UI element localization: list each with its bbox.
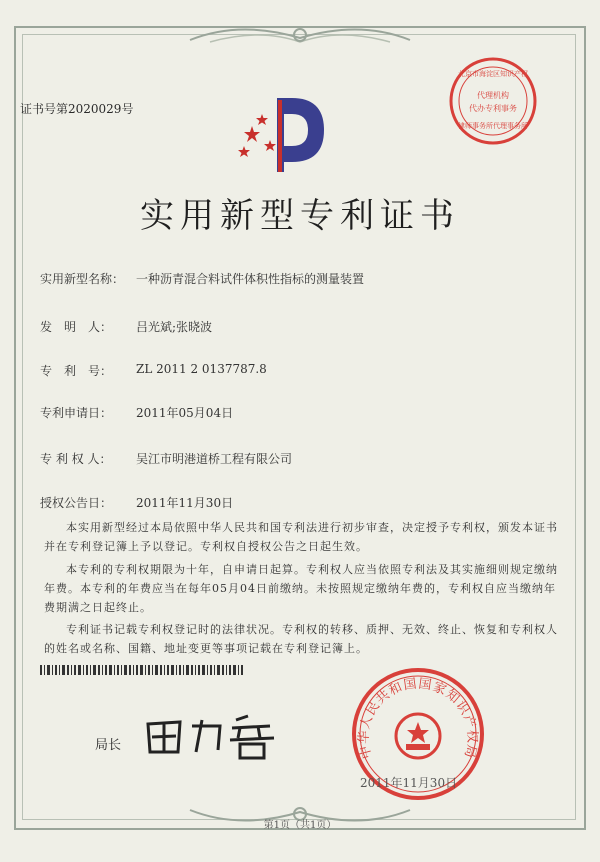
field-value-patentee: 吴江市明港道桥工程有限公司 [136,452,293,466]
agency-stamp-text-1: 北京市海淀区知识产权 [458,70,528,78]
agency-stamp [448,56,538,146]
seal-text: 中华人民共和国国家知识产权局 [356,676,480,761]
seal-date: 2011年11月30日 [360,776,458,790]
field-value-inventors: 吕光斌;张晓波 [136,320,213,334]
barcode [40,665,245,675]
director-signature [140,712,290,762]
paragraph-term: 本专利的专利权期限为十年，自申请日起算。专利权人应当依照专利法及其实施细则规定缴纳年费。本专利的年费应当在每年05月04日前缴纳。未按照规定缴纳年费的，专利权自应当缴纳年费期满之日起终止。 [44,563,558,614]
director-label: 局长 [95,738,122,753]
agency-stamp-text-2: 律师事务所代理事务所 [458,122,528,130]
certificate-number: 证书号第2020029号 [20,102,134,116]
field-label-grant-date: 授权公告日： [40,496,113,510]
paragraph-grant: 本实用新型经过本局依照中华人民共和国专利法进行初步审查，决定授予专利权，颁发本证书并在专利登记簿上予以登记。专利权自授权公告之日起生效。 [44,521,558,553]
patent-office-logo-icon [232,88,342,178]
field-value-filing-date: 2011年05月04日 [136,406,234,420]
agency-stamp-text-3: 代理机构 [477,91,509,100]
field-label-patent-no: 专 利 号： [40,364,113,378]
field-label-inventors: 发 明 人： [40,320,113,334]
top-ornament [180,20,420,50]
field-value-name: 一种沥青混合料试件体积性指标的测量装置 [136,272,365,286]
certificate-title: 实用新型专利证书 [140,196,460,236]
agency-stamp-text-4: 代办专利事务 [469,104,517,113]
paragraph-status: 专利证书记载专利权登记时的法律状况。专利权的转移、质押、无效、终止、恢复和专利权人的姓名或名称、国籍、地址变更等事项记载在专利登记簿上。 [44,623,558,655]
field-label-name: 实用新型名称： [40,272,125,286]
field-value-grant-date: 2011年11月30日 [136,496,234,510]
national-emblem-icon [396,714,440,758]
field-value-patent-no: ZL 2011 2 0137787.8 [136,362,267,376]
page-footer: 第1页（共1页） [263,820,337,831]
field-label-filing-date: 专利申请日： [40,406,113,420]
field-label-patentee: 专 利 权 人： [40,452,112,466]
